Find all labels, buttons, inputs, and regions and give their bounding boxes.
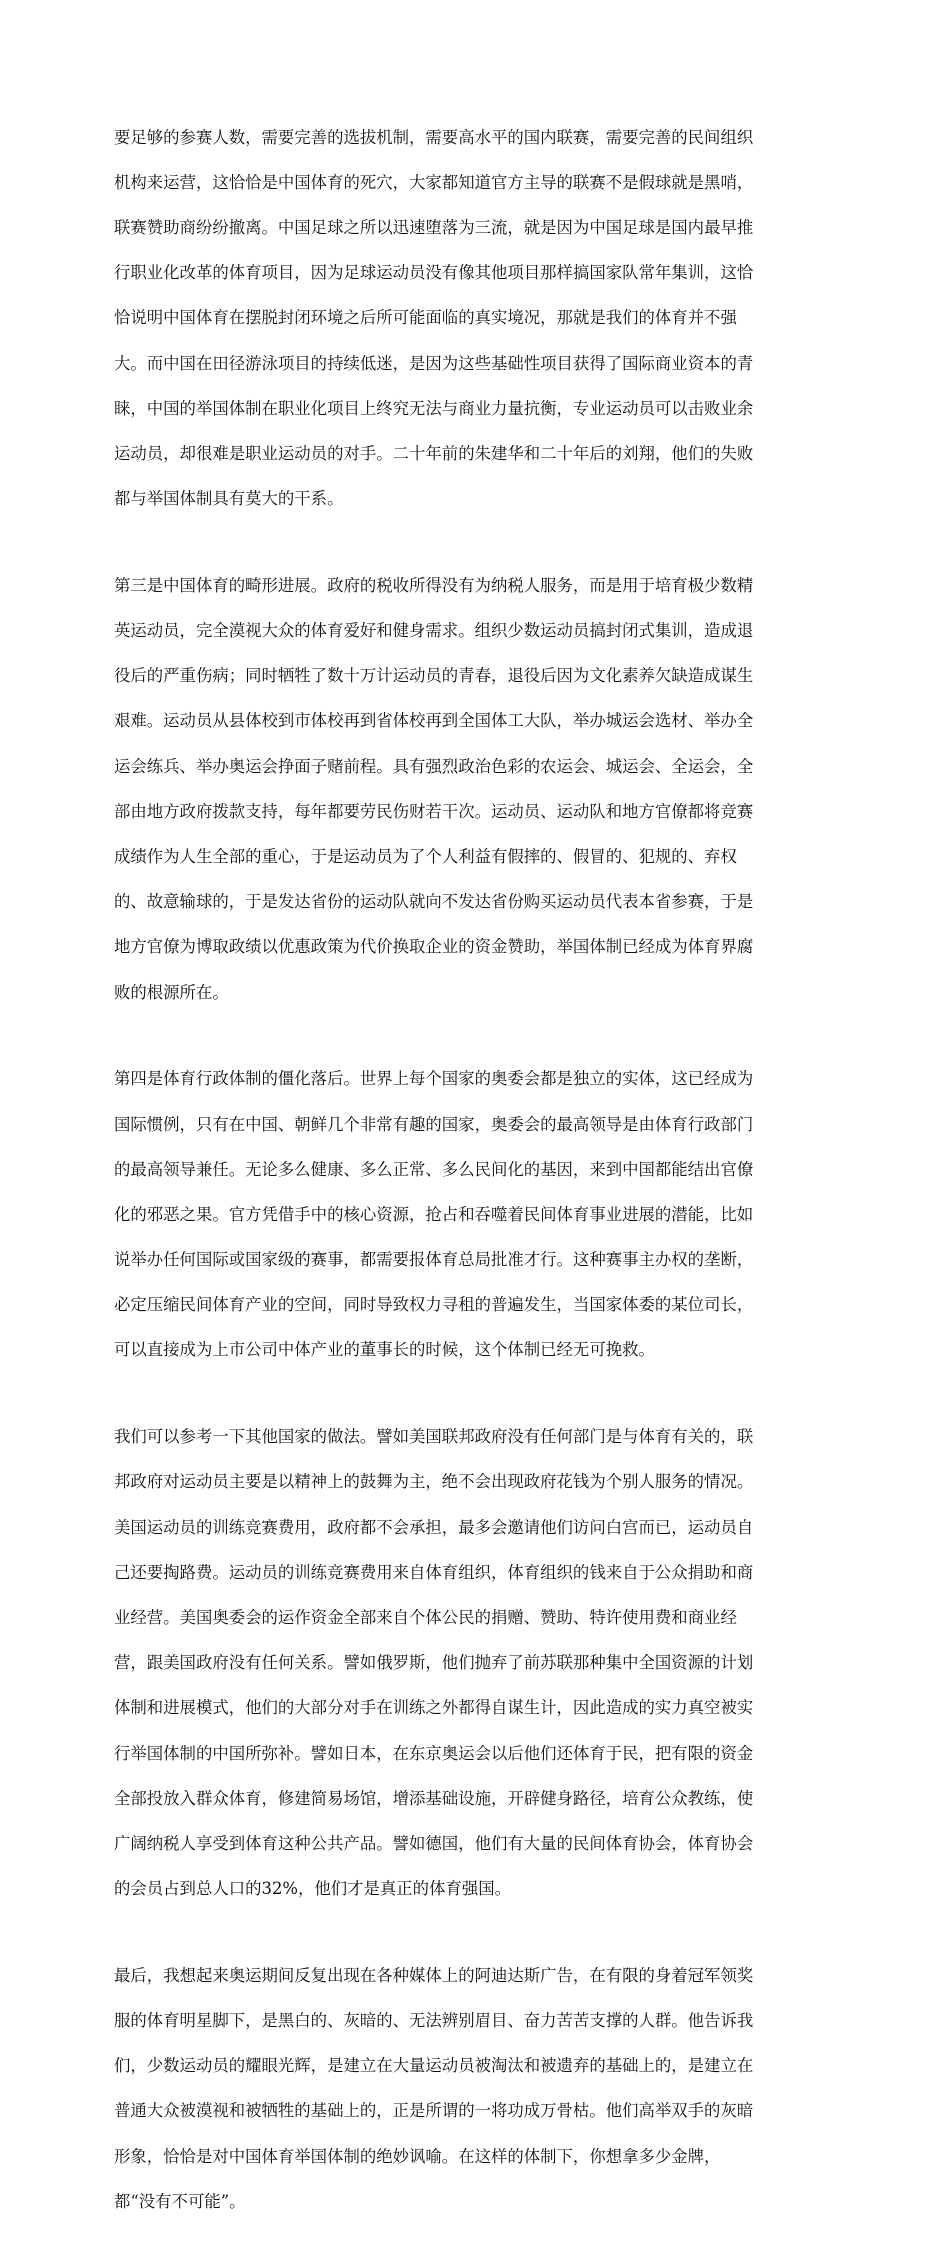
text-line: 大。而中国在田径游泳项目的持续低迷，是因为这些基础性项目获得了国际商业资本的青 [114,353,754,373]
text-line: 役后的严重伤病；同时牺牲了数十万计运动员的青春，退役后因为文化素养欠缺造成谋生 [114,666,754,686]
text-line: 普通大众被漠视和被牺牲的基础上的，正是所谓的一将功成万骨枯。他们高举双手的灰暗 [114,2101,754,2121]
text-line: 的最高领导兼任。无论多么健康、多么正常、多么民间化的基因，来到中国都能结出官僚 [114,1159,754,1179]
paragraph-2 [114,552,838,1026]
text-line: 艰难。运动员从县体校到市体校再到省体校再到全国体工大队，举办城运会选材、举办全 [114,711,754,731]
paragraph-1 [114,104,838,533]
paragraph-3 [114,1046,838,1385]
text-line: 败的根源所在。 [114,982,229,1002]
text-line: 国际惯例，只有在中国、朝鲜几个非常有趣的国家，奥委会的最高领导是由体育行政部门 [114,1114,754,1134]
text-line: 的、故意输球的，于是发达省份的运动队就向不发达省份购买运动员代表本省参赛，于是 [114,892,754,912]
text-line: 化的邪恶之果。官方凭借手中的核心资源，抢占和吞噬着民间体育事业进展的潜能，比如 [114,1204,754,1224]
text-line: 的会员占到总人口的32%，他们才是真正的体育强国。 [114,1879,512,1899]
paragraph-4 [114,1404,838,1924]
text-line: 第四是体育行政体制的僵化落后。世界上每个国家的奥委会都是独立的实体，这已经成为 [114,1069,754,1089]
text-line: 恰说明中国体育在摆脱封闭环境之后所可能面临的真实境况，那就是我们的体育并不强 [114,308,737,328]
text-line: 服的体育明星脚下，是黑白的、灰暗的、无法辨别眉目、奋力苦苦支撑的人群。他告诉我 [114,2011,754,2031]
text-line: 广阔纳税人享受到体育这种公共产品。譬如德国，他们有大量的民间体育协会，体育协会 [114,1833,754,1853]
text-line: 必定压缩民间体育产业的空间，同时导致权力寻租的普遍发生，当国家体委的某位司长， [114,1295,754,1315]
text-line: 体制和进展模式，他们的大部分对手在训练之外都得自谋生计，因此造成的实力真空被实 [114,1698,754,1718]
text-line: 可以直接成为上市公司中体产业的董事长的时候，这个体制已经无可挽救。 [114,1340,655,1360]
text-line: 全部投放入群众体育，修建简易场馆，增添基础设施，开辟健身路径，培育公众教练，使 [114,1788,754,1808]
document-body [114,104,838,2255]
text-line: 都“没有不可能”。 [114,2191,246,2211]
text-line: 我们可以参考一下其他国家的做法。譬如美国联邦政府没有任何部门是与体育有关的，联 [114,1427,754,1447]
text-line: 邦政府对运动员主要是以精神上的鼓舞为主，绝不会出现政府花钱为个别人服务的情况。 [114,1472,754,1492]
text-line: 业经营。美国奥委会的运作资金全部来自个体公民的捐赠、赞助、特许使用费和商业经 [114,1608,737,1627]
text-line: 部由地方政府拨款支持，每年都要劳民伤财若干次。运动员、运动队和地方官僚都将竞赛 [114,801,754,821]
text-line: 运动员，却很难是职业运动员的对手。二十年前的朱建华和二十年后的刘翔，他们的失败 [114,443,754,463]
text-line: 都与举国体制具有莫大的干系。 [114,489,344,509]
text-line: 营，跟美国政府没有任何关系。譬如俄罗斯，他们抛弃了前苏联那种集中全国资源的计划 [114,1653,754,1673]
text-line: 英运动员，完全漠视大众的体育爱好和健身需求。组织少数运动员搞封闭式集训，造成退 [114,621,754,641]
text-line: 说举办任何国际或国家级的赛事，都需要报体育总局批准才行。这种赛事主办权的垄断， [114,1250,754,1270]
text-line: 美国运动员的训练竞赛费用，政府都不会承担，最多会邀请他们访问白宫而已，运动员自 [114,1517,754,1537]
text-line: 最后，我想起来奥运期间反复出现在各种媒体上的阿迪达斯广告，在有限的身着冠军领奖 [114,1965,754,1985]
text-line: 形象，恰恰是对中国体育举国体制的绝妙讽喻。在这样的体制下，你想拿多少金牌， [114,2146,721,2166]
text-line: 机构来运营，这恰恰是中国体育的死穴，大家都知道官方主导的联赛不是假球就是黑哨， [114,172,754,192]
text-line: 睐，中国的举国体制在职业化项目上终究无法与商业力量抗衡，专业运动员可以击败业余 [114,398,754,418]
text-line: 要足够的参赛人数，需要完善的选拔机制，需要高水平的国内联赛，需要完善的民间组织 [114,127,754,147]
text-line: 己还要掏路费。运动员的训练竞赛费用来自体育组织，体育组织的钱来自于公众捐助和商 [114,1562,754,1582]
text-line: 行举国体制的中国所弥补。譬如日本，在东京奥运会以后他们还体育于民，把有限的资金 [114,1743,754,1763]
text-line: 行职业化改革的体育项目，因为足球运动员没有像其他项目那样搞国家队常年集训，这恰 [114,263,754,283]
text-line: 第三是中国体育的畸形进展。政府的税收所得没有为纳税人服务，而是用于培育极少数精 [114,575,754,595]
paragraph-5 [114,1942,838,2236]
text-line: 成绩作为人生全部的重心，于是运动员为了个人利益有假摔的、假冒的、犯规的、弃权 [114,847,737,866]
text-line: 们，少数运动员的耀眼光辉，是建立在大量运动员被淘汰和被遗弃的基础上的，是建立在 [114,2056,754,2076]
text-line: 运会练兵、举办奥运会挣面子赌前程。具有强烈政治色彩的农运会、城运会、全运会，全 [114,756,754,776]
text-line: 地方官僚为博取政绩以优惠政策为代价换取企业的资金赞助，举国体制已经成为体育界腐 [114,937,754,957]
text-line: 联赛赞助商纷纷撤离。中国足球之所以迅速堕落为三流，就是因为中国足球是国内最早推 [114,217,754,237]
